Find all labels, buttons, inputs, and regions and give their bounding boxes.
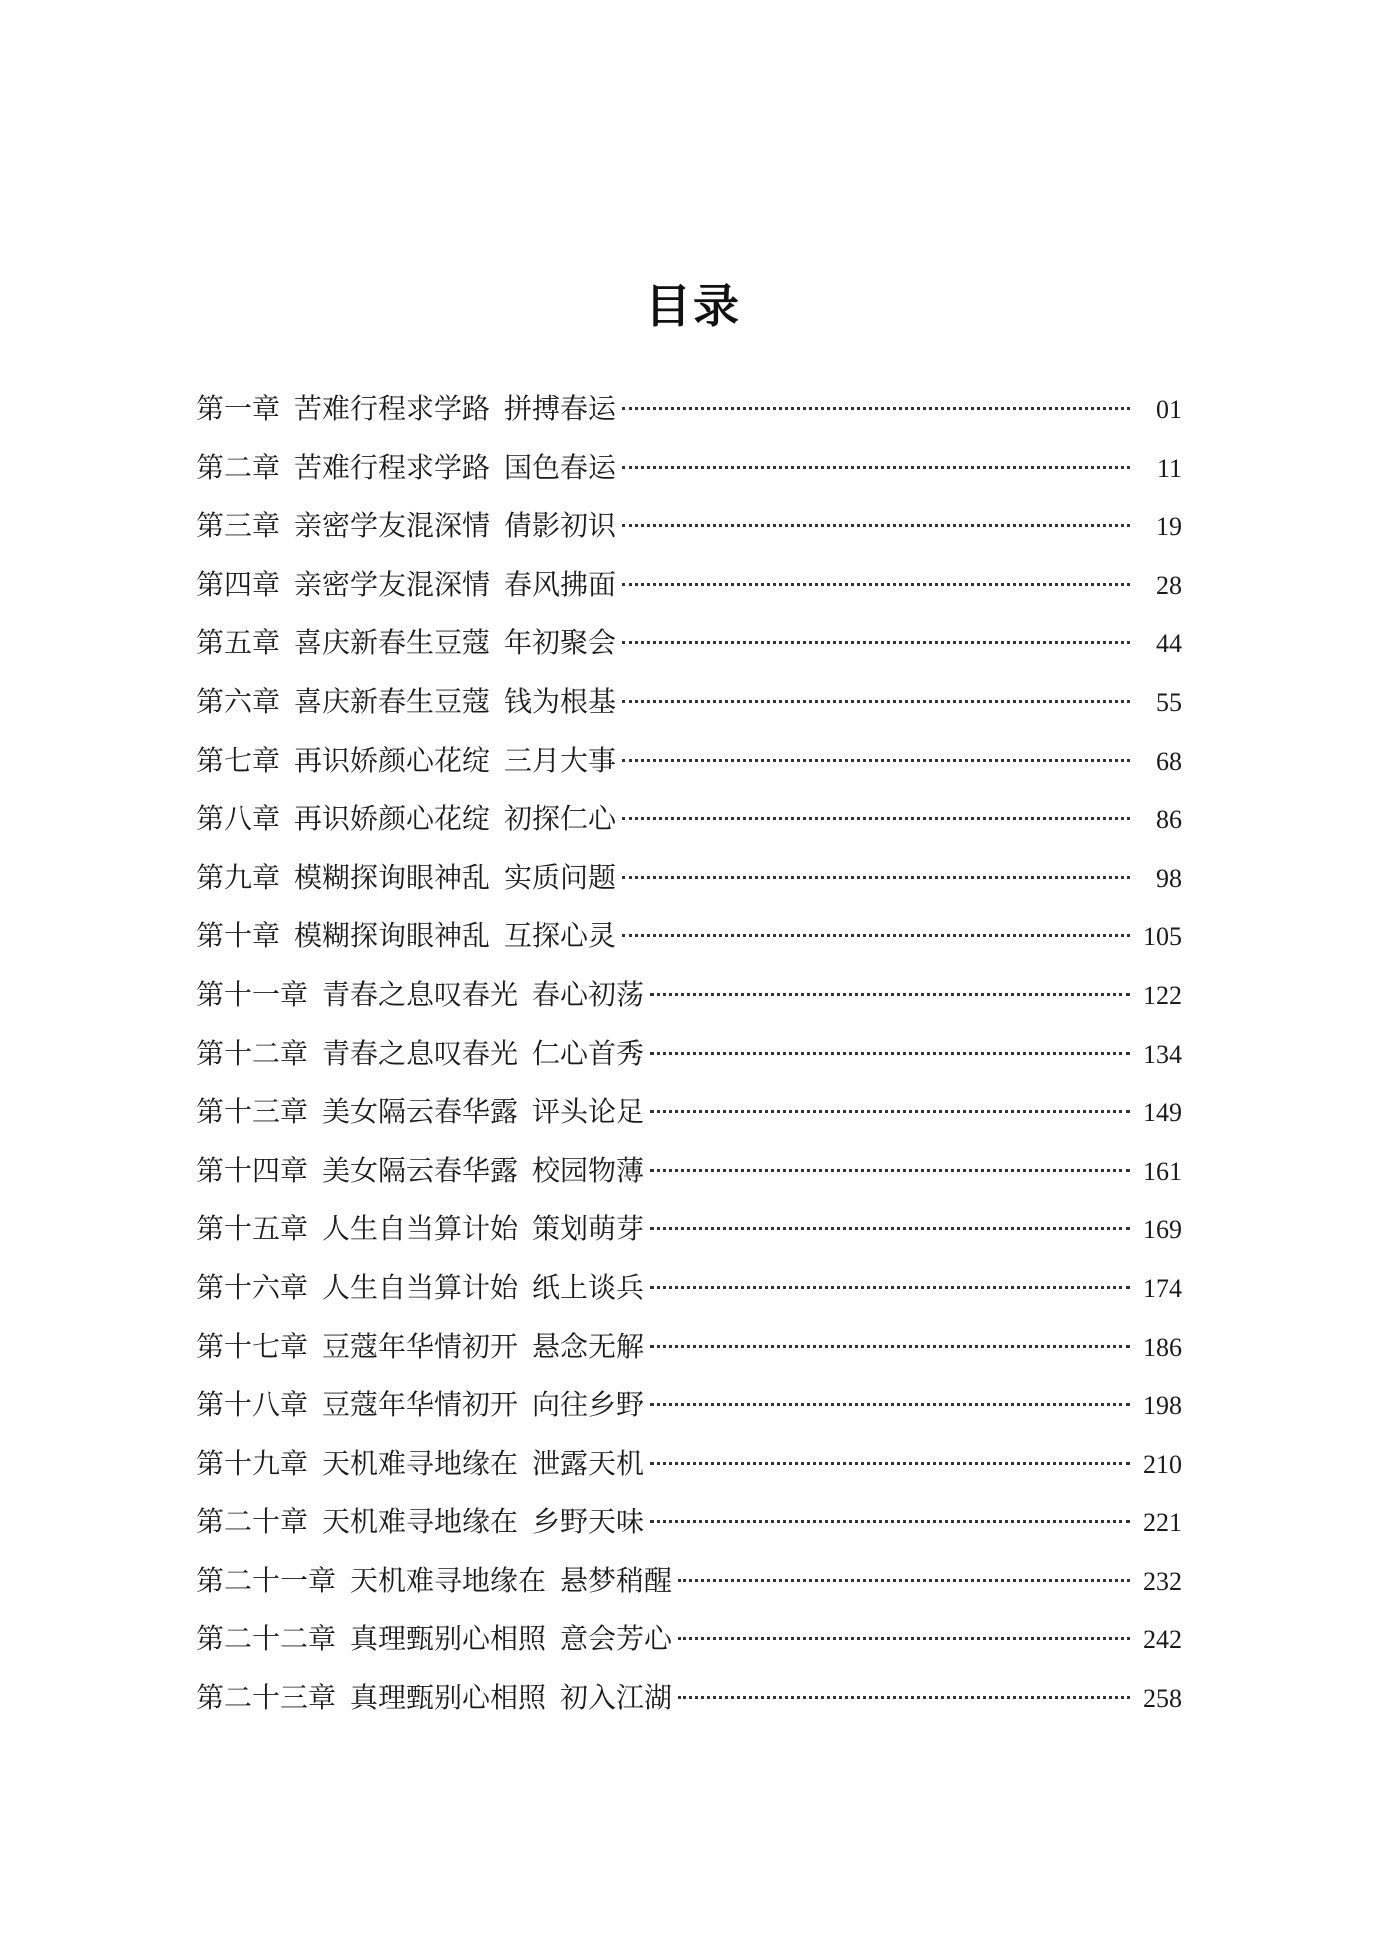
toc-chapter-subheading: 三月大事 [504,743,617,777]
toc-page-number: 210 [1143,1449,1182,1479]
toc-dot-leader [678,1637,1130,1640]
toc-chapter-subheading: 向往乡野 [532,1388,645,1422]
toc-entry[interactable] [196,1435,1182,1494]
toc-chapter-subheading: 拼搏春运 [504,392,617,425]
toc-chapter-heading: 豆蔻年华情初开 [322,1388,519,1422]
toc-chapter-number: 第二十章 [196,1505,309,1539]
toc-chapter-subheading: 仁心首秀 [532,1036,645,1070]
toc-entry[interactable] [196,1376,1182,1435]
toc-chapter-subheading: 倩影初识 [504,509,617,543]
toc-entry[interactable] [196,907,1182,966]
toc-chapter-subheading: 初入江湖 [560,1681,673,1715]
toc-entry[interactable] [196,556,1182,615]
toc-chapter-number: 第十四章 [196,1153,309,1187]
toc-dot-leader [622,759,1130,762]
toc-dot-leader [650,1286,1130,1289]
toc-chapter-subheading: 钱为根基 [504,684,617,718]
toc-chapter-heading: 苦难行程求学路 [294,392,491,425]
toc-dot-leader [650,1052,1130,1055]
toc-page-number: 242 [1143,1625,1182,1655]
toc-dot-leader [650,1110,1130,1113]
toc-dot-leader [650,1227,1130,1230]
toc-page-number: 161 [1143,1156,1182,1186]
toc-entry[interactable] [196,673,1182,732]
toc-dot-leader [622,934,1130,937]
toc-chapter-subheading: 评头论足 [532,1095,645,1129]
toc-entry[interactable] [196,497,1182,556]
toc-chapter-subheading: 悬梦稍醒 [560,1563,673,1597]
toc-chapter-number: 第五章 [196,626,281,660]
toc-chapter-subheading: 国色春运 [504,450,617,484]
toc-chapter-heading: 亲密学友混深情 [294,567,491,601]
toc-page-number: 19 [1156,512,1182,542]
toc-dot-leader [622,700,1130,703]
toc-page-number: 134 [1143,1039,1182,1069]
toc-chapter-number: 第十七章 [196,1329,309,1363]
toc-chapter-heading: 喜庆新春生豆蔻 [294,684,491,718]
toc-dot-leader [650,1345,1130,1348]
toc-chapter-number: 第三章 [196,509,281,543]
toc-chapter-heading: 人生自当算计始 [322,1270,519,1304]
toc-chapter-heading: 青春之息叹春光 [322,1036,519,1070]
toc-dot-leader [622,817,1130,820]
toc-dot-leader [678,1579,1130,1582]
toc-chapter-subheading: 泄露天机 [532,1446,645,1480]
toc-chapter-number: 第二十三章 [196,1681,337,1715]
toc-page-number: 169 [1143,1215,1182,1245]
toc-entry[interactable] [196,1493,1182,1552]
toc-dot-leader [622,876,1130,879]
toc-dot-leader [622,407,1130,410]
toc-entry[interactable] [196,1552,1182,1611]
toc-chapter-subheading: 春心初荡 [532,977,645,1011]
toc-page-number: 98 [1156,863,1182,893]
toc-chapter-subheading: 初探仁心 [504,802,617,836]
toc-dot-leader [622,641,1130,644]
toc-chapter-number: 第二十二章 [196,1622,337,1656]
toc-entry[interactable] [196,849,1182,908]
toc-chapter-subheading: 实质问题 [504,860,617,894]
toc-chapter-heading: 美女隔云春华露 [322,1153,519,1187]
toc-chapter-number: 第六章 [196,684,281,718]
toc-page-number: 258 [1143,1684,1182,1714]
toc-list [196,380,1182,1728]
toc-entry[interactable] [196,1318,1182,1377]
toc-chapter-number: 第九章 [196,860,281,894]
toc-chapter-heading: 青春之息叹春光 [322,977,519,1011]
toc-chapter-heading: 模糊探询眼神乱 [294,919,491,953]
toc-page-number: 44 [1156,629,1182,659]
toc-chapter-heading: 人生自当算计始 [322,1212,519,1246]
toc-chapter-heading: 喜庆新春生豆蔻 [294,626,491,660]
toc-page-number: 28 [1156,570,1182,600]
toc-chapter-heading: 天机难寻地缘在 [350,1563,547,1597]
toc-entry[interactable] [196,790,1182,849]
toc-dot-leader [650,1403,1130,1406]
toc-entry[interactable] [196,1142,1182,1201]
toc-entry[interactable] [196,1200,1182,1259]
toc-chapter-heading: 再识娇颜心花绽 [294,743,491,777]
toc-chapter-subheading: 策划萌芽 [532,1212,645,1246]
toc-dot-leader [622,583,1130,586]
toc-entry[interactable] [196,614,1182,673]
toc-chapter-heading: 模糊探询眼神乱 [294,860,491,894]
toc-entry[interactable] [196,966,1182,1025]
toc-chapter-number: 第十一章 [196,977,309,1011]
toc-chapter-number: 第十二章 [196,1036,309,1070]
toc-chapter-subheading: 校园物薄 [532,1153,645,1187]
toc-entry[interactable] [196,1025,1182,1084]
toc-page-number: 198 [1143,1391,1182,1421]
page-title: 目录 [645,279,741,333]
toc-chapter-subheading: 悬念无解 [532,1329,645,1363]
toc-page-number: 232 [1143,1566,1182,1596]
toc-entry[interactable] [196,439,1182,498]
toc-chapter-heading: 天机难寻地缘在 [322,1446,519,1480]
toc-chapter-subheading: 意会芳心 [560,1622,673,1656]
toc-page-number: 186 [1143,1332,1182,1362]
toc-dot-leader [622,466,1130,469]
toc-chapter-heading: 苦难行程求学路 [294,450,491,484]
toc-page-number: 86 [1156,805,1182,835]
toc-chapter-heading: 天机难寻地缘在 [322,1505,519,1539]
toc-page-number: 149 [1143,1098,1182,1128]
toc-chapter-subheading: 纸上谈兵 [532,1270,645,1304]
toc-entry[interactable] [196,732,1182,791]
toc-chapter-subheading: 春风拂面 [504,567,617,601]
toc-dot-leader [650,1520,1130,1523]
toc-chapter-heading: 真理甄别心相照 [350,1681,547,1715]
toc-entry[interactable] [196,1259,1182,1318]
toc-chapter-heading: 再识娇颜心花绽 [294,802,491,836]
toc-chapter-number: 第二十一章 [196,1563,337,1597]
toc-chapter-subheading: 年初聚会 [504,626,617,660]
toc-entry[interactable] [196,1610,1182,1669]
toc-entry[interactable] [196,1669,1182,1728]
toc-chapter-number: 第一章 [196,392,281,425]
toc-dot-leader [650,1169,1130,1172]
toc-page-number: 221 [1143,1508,1182,1538]
toc-chapter-number: 第四章 [196,567,281,601]
toc-entry[interactable] [196,380,1182,439]
toc-chapter-number: 第七章 [196,743,281,777]
toc-dot-leader [650,993,1130,996]
toc-chapter-heading: 亲密学友混深情 [294,509,491,543]
toc-dot-leader [678,1696,1130,1699]
toc-page-number: 01 [1156,395,1182,424]
toc-chapter-number: 第十三章 [196,1095,309,1129]
toc-chapter-number: 第十九章 [196,1446,309,1480]
toc-chapter-heading: 真理甄别心相照 [350,1622,547,1656]
toc-chapter-number: 第十八章 [196,1388,309,1422]
toc-page-number: 174 [1143,1273,1182,1303]
toc-entry[interactable] [196,1083,1182,1142]
toc-chapter-subheading: 乡野天味 [532,1505,645,1539]
toc-page-number: 55 [1156,687,1182,717]
toc-page-number: 11 [1156,453,1182,483]
toc-chapter-number: 第十六章 [196,1270,309,1304]
toc-chapter-heading: 豆蔻年华情初开 [322,1329,519,1363]
toc-chapter-number: 第十章 [196,919,281,953]
toc-page-number: 68 [1156,746,1182,776]
toc-chapter-number: 第二章 [196,450,281,484]
toc-dot-leader [622,524,1130,527]
toc-chapter-number: 第十五章 [196,1212,309,1246]
toc-chapter-heading: 美女隔云春华露 [322,1095,519,1129]
toc-page-number: 105 [1143,922,1182,952]
toc-chapter-subheading: 互探心灵 [504,919,617,953]
toc-chapter-number: 第八章 [196,802,281,836]
toc-dot-leader [650,1462,1130,1465]
toc-page-number: 122 [1143,980,1182,1010]
